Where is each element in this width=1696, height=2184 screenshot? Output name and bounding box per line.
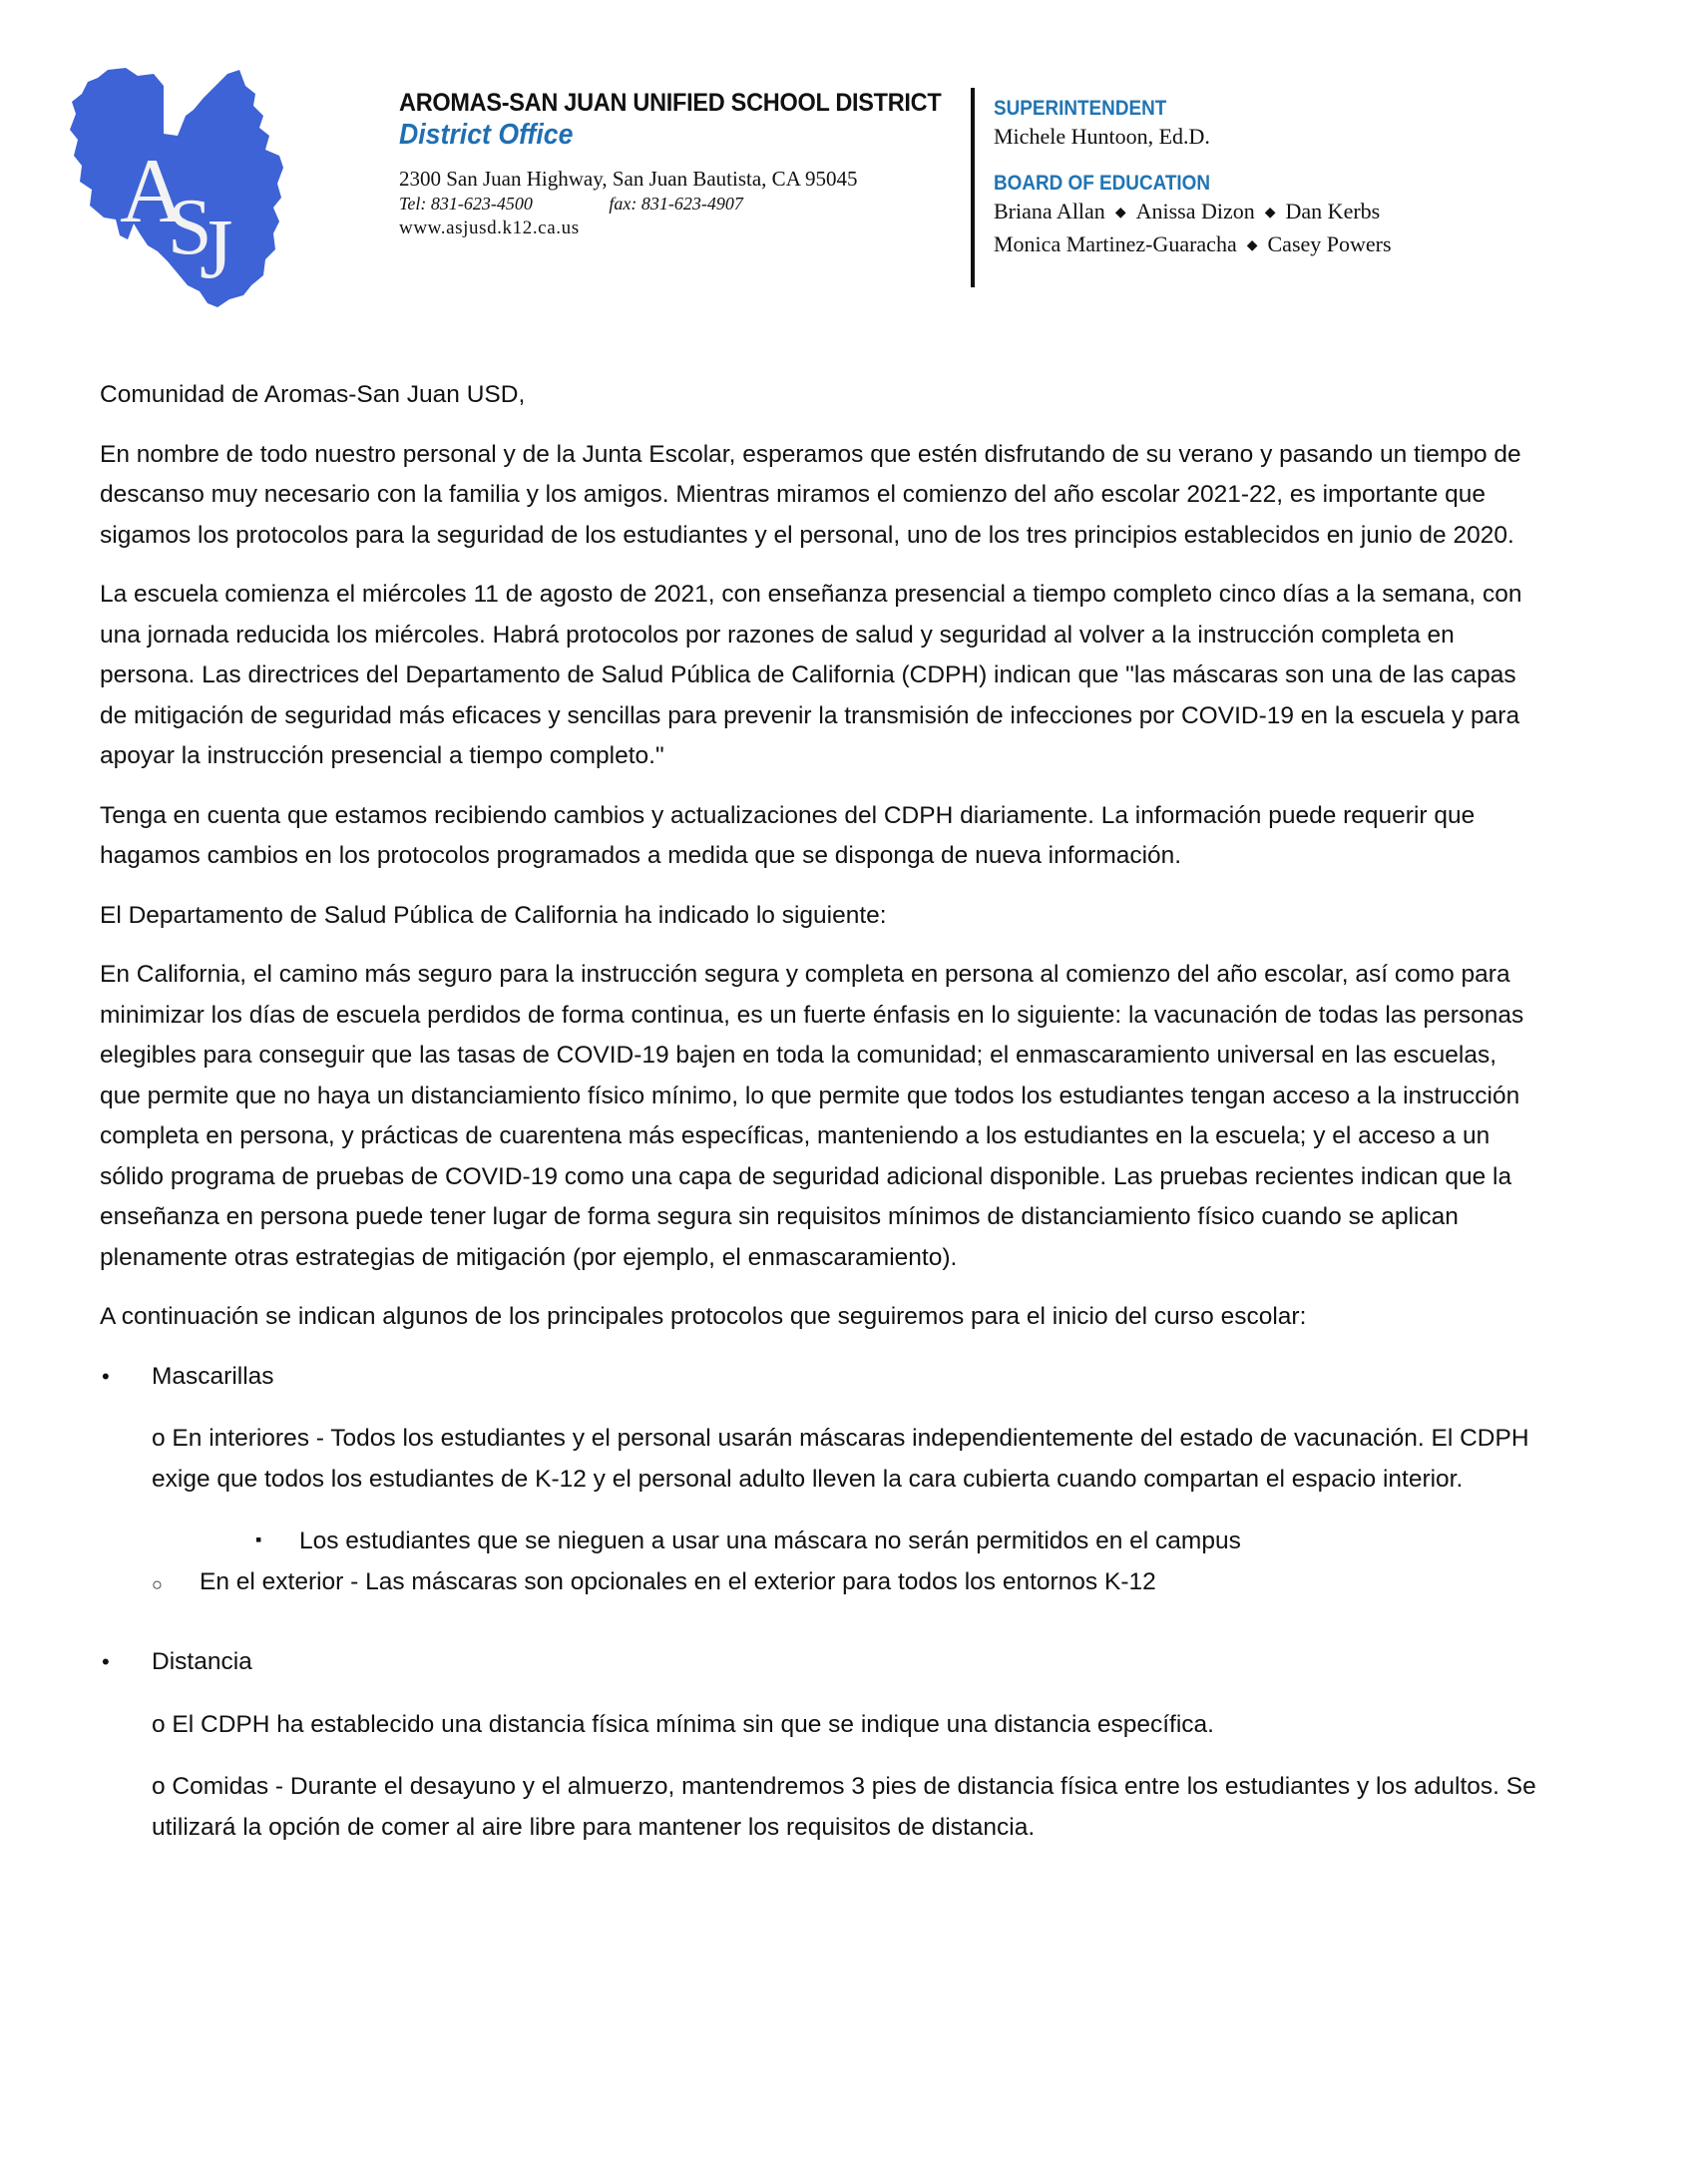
- board-members-line-2: [994, 229, 1512, 262]
- logo-letter-a: A: [120, 140, 187, 241]
- bullet-disc-icon: •: [102, 1363, 110, 1389]
- paragraph-cdph-guidance: En California, el camino más seguro para la instrucción segura y completa en persona al comienzo del año escolar, así como para minimizar los días de escuela perdidos de forma continua, es un fuerte énfasis en lo siguiente: la vacunación de todas las personas elegibles para conseguir que las tasas de COVID-19 bajen en toda la comunidad; el enmascaramiento universal en las escuelas, que permite que no haya un distanciamiento físico mínimo, lo que permite que todos los estudiantes tengan acceso a la instrucción completa en persona, y prácticas de cuarentena más específicas, manteniendo a los estudiantes en la escuela; y el acceso a un sólido programa de pruebas de COVID-19 como una capa de seguridad adicional disponible. Las pruebas recientes indican que la enseñanza en persona puede tener lugar de forma segura sin requisitos mínimos de distanciamiento físico cuando se aplican plenamente otras estrategias de mitigación (por ejemplo, el enmascaramiento).: [100, 961, 1524, 1271]
- paragraph-protocols-intro: A continuación se indican algunos de los principales protocolos que seguiremos para el inicio del curso escolar:: [100, 1303, 1307, 1330]
- logo-letter-s: S: [168, 184, 212, 271]
- bullet-disc-icon: •: [102, 1649, 110, 1674]
- district-name: AROMAS-SAN JUAN UNIFIED SCHOOL DISTRICT: [399, 89, 942, 117]
- protocol-distance-meals: o Comidas - Durante el desayuno y el almuerzo, mantendremos 3 pies de distancia física entre los estudiantes y los adultos. Se utilizará la opción de comer al aire libre para mantener los requisitos de distancia.: [152, 1773, 1536, 1841]
- protocol-masks-outdoor-text: En el exterior - Las máscaras son opcionales en el exterior para todos los entornos K-12: [200, 1567, 1156, 1595]
- district-address: 2300 San Juan Highway, San Juan Bautista, CA 95045: [399, 167, 858, 191]
- district-contact: [399, 192, 968, 216]
- diamond-separator-icon: ◆: [1264, 206, 1276, 220]
- district-info: [399, 88, 968, 241]
- letter-body: [100, 375, 1536, 1848]
- administration-info: [994, 96, 1512, 262]
- tel-number: 831-623-4500: [430, 194, 533, 214]
- district-logo: [68, 64, 287, 311]
- board-member: Anissa Dizon: [1135, 199, 1255, 223]
- paragraph-updates-notice: Tenga en cuenta que estamos recibiendo cambios y actualizaciones del CDPH diariamente. La información puede requerir que hagamos cambios en los protocolos programados a medida que se disponga de nueva información.: [100, 801, 1476, 869]
- tel-label: Tel:: [399, 194, 427, 214]
- greeting: Comunidad de Aromas-San Juan USD,: [100, 381, 526, 408]
- paragraph-intro: En nombre de todo nuestro personal y de la Junta Escolar, esperamos que estén disfrutando de su verano y pasando un tiempo de descanso muy necesario con la familia y los amigos. Mientras miramos el comienzo del año escolar 2021-22, es importante que sigamos los protocolos para la seguridad de los estudiantes y el personal, uno de los tres principios establecidos en junio de 2020.: [100, 440, 1521, 549]
- diamond-separator-icon: ◆: [1246, 238, 1258, 253]
- board-member: Briana Allan: [994, 199, 1105, 223]
- protocol-item-distance: [100, 1642, 1536, 1683]
- fax-number: 831-623-4907: [640, 194, 743, 214]
- board-member: Dan Kerbs: [1285, 199, 1381, 223]
- protocol-title: Distancia: [152, 1648, 252, 1675]
- bullet-circle-icon: ○: [152, 1573, 163, 1594]
- protocol-title: Mascarillas: [152, 1362, 274, 1390]
- logo-letter-j: J: [200, 201, 233, 296]
- board-label: BOARD OF EDUCATION: [994, 172, 1210, 195]
- paragraph-school-start: La escuela comienza el miércoles 11 de agosto de 2021, con enseñanza presencial a tiempo completo cinco días a la semana, con una jornada reducida los miércoles. Habrá protocolos por razones de salud y seguridad al volver a la instrucción completa en persona. Las directrices del Departamento de Salud Pública de California (CDPH) indican que "las máscaras son una de las capas de mitigación de seguridad más eficaces y sencillas para prevenir la transmisión de infecciones por COVID-19 en la escuela y para apoyar la instrucción presencial a tiempo completo.": [100, 581, 1522, 769]
- protocol-masks-indoor: o En interiores - Todos los estudiantes y el personal usarán máscaras independientemente del estado de vacunación. El CDPH exige que todos los estudiantes de K-12 y el personal adulto lleven la cara cubierta cuando compartan el espacio interior.: [152, 1425, 1529, 1493]
- fax-label: fax:: [609, 194, 637, 214]
- district-website[interactable]: www.asjusd.k12.ca.us: [399, 218, 580, 238]
- diamond-separator-icon: ◆: [1114, 206, 1126, 220]
- bullet-square-icon: ▪: [255, 1529, 262, 1549]
- header-divider: [971, 88, 975, 287]
- board-member: Casey Powers: [1267, 231, 1392, 256]
- paragraph-cdph-intro: El Departamento de Salud Pública de California ha indicado lo siguiente:: [100, 901, 887, 929]
- office-name: District Office: [399, 119, 574, 151]
- protocol-masks-outdoor: [100, 1562, 1536, 1603]
- protocol-masks-refusal-text: Los estudiantes que se nieguen a usar una máscara no serán permitidos en el campus: [299, 1528, 1241, 1554]
- board-members-line-1: [994, 197, 1512, 229]
- superintendent-name: Michele Huntoon, Ed.D.: [994, 124, 1210, 149]
- superintendent-label: SUPERINTENDENT: [994, 97, 1167, 120]
- protocol-distance-minimum: o El CDPH ha establecido una distancia física mínima sin que se indique una distancia específica.: [152, 1710, 1214, 1738]
- protocol-item-masks: [100, 1357, 1536, 1398]
- board-member: Monica Martinez-Guaracha: [994, 231, 1237, 256]
- asj-map-logo-icon: [68, 64, 287, 311]
- protocol-masks-refusal: [100, 1522, 1536, 1562]
